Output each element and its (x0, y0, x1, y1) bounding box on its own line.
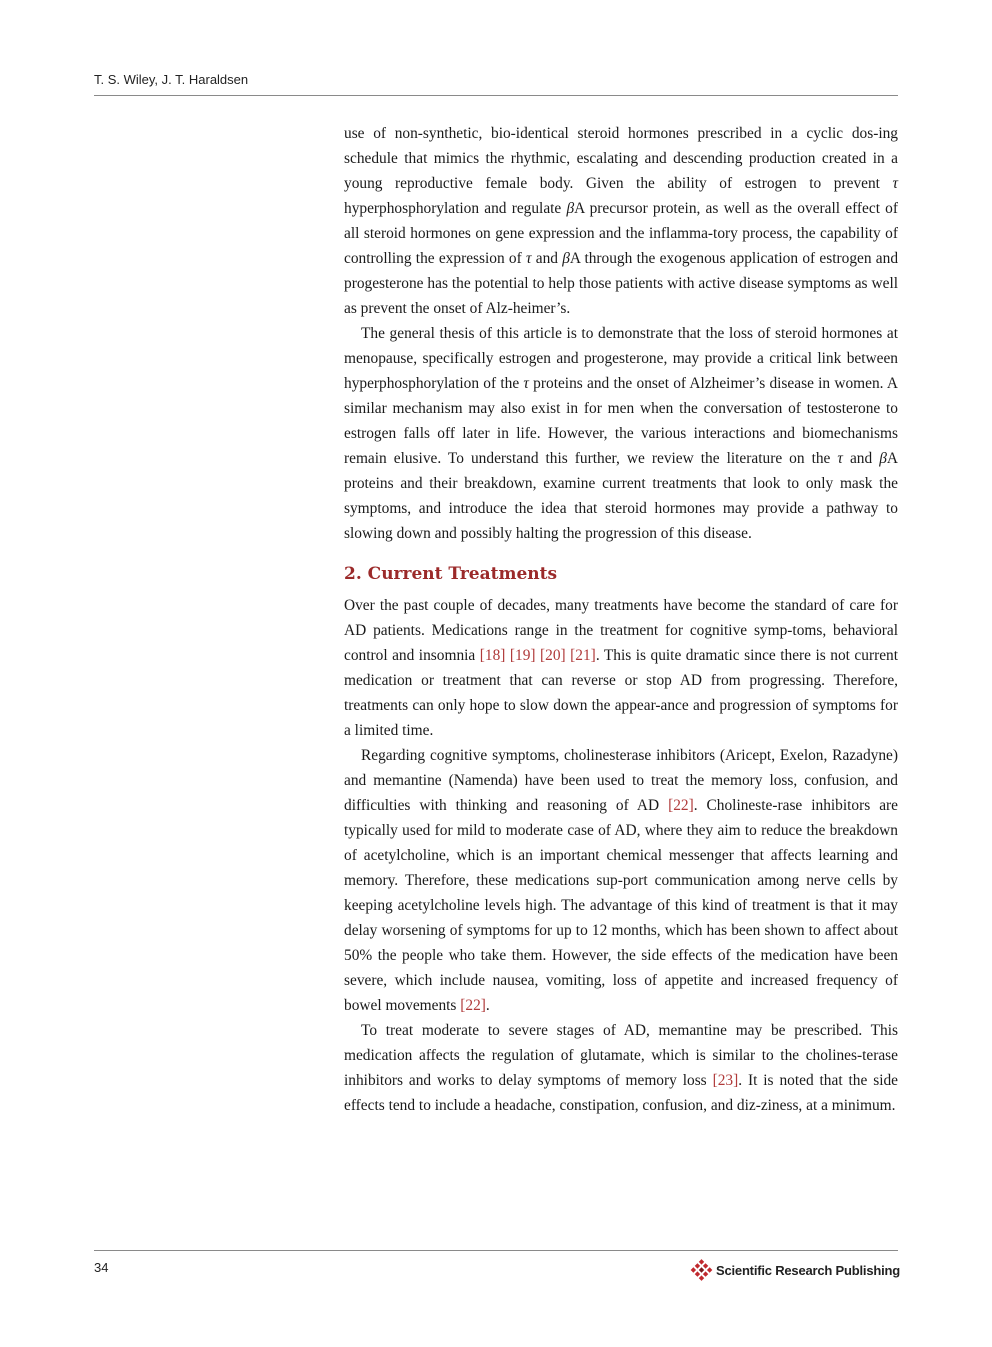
paragraph: The general thesis of this article is to demonstrate that the loss of steroid hormones at menopause, specifically estrogen and progesterone, may provide a critical link between hyperphosphorylation of the τ proteins and the onset of Alzheimer’s disease in women. A similar mechanism may also exist in for men when the conversation of testosterone to estrogen falls off later in life. However, the various interactions and biomechanisms remain elusive. To understand this further, we review the literature on the τ and βA proteins and their breakdown, examine current treatments that look to only mask the symptoms, and introduce the idea that steroid hormones may provide a pathway to slowing down and possibly halting the progression of this disease. (344, 325, 898, 542)
citation-link[interactable]: [23] (712, 1072, 739, 1089)
paragraph: Regarding cognitive symptoms, cholinesterase inhibitors (Aricept, Exelon, Razadyne) and memantine (Namenda) have been used to treat the memory loss, confusion, and difficulties with thinking and reasoning of AD [22]. Cholineste-rase inhibitors are typically used for mild to moderate case of AD, where they aim to reduce the breakdown of acetylcholine, which is an important chemical messenger that affects learning and memory. Therefore, these medications sup-port communication among nerve cells by keeping acetylcholine levels high. The advantage of this kind of treatment is that it may delay worsening of symptoms for up to 12 months, which has been shown to affect about 50% the people who take them. However, the side effects of the medication have been severe, which include nausea, vomiting, loss of appetite and increased frequency of bowel movements [22]. (344, 747, 898, 1014)
section-heading: 2. Current Treatments (344, 564, 558, 584)
paragraph: Over the past couple of decades, many treatments have become the standard of care for AD patients. Medications range in the treatment for cognitive symp-toms, behavioral control and insomnia [18] [19] [20] [21]. This is quite dramatic since there is not current medication or treatment that can reverse or stop AD from progressing. Therefore, treatments can only hope to slow down the appear-ance and progression of symptoms for a limited time. (344, 597, 898, 739)
paragraph: To treat moderate to severe stages of AD, memantine may be prescribed. This medication affects the regulation of glutamate, which is similar to the cholines-terase inhibitors and works to delay symptoms of memory loss [23]. It is noted that the side effects tend to include a headache, constipation, confusion, and diz-ziness, at a minimum. (344, 1022, 899, 1114)
citation-link[interactable]: [22] (460, 997, 486, 1014)
header-divider (94, 95, 898, 96)
publisher-name: Scientific Research Publishing (716, 1262, 900, 1278)
paragraph: use of non-synthetic, bio-identical steroid hormones prescribed in a cyclic dos-ing schedule that mimics the rhythmic, escalating and descending production created in a young reproductive female body. Given the ability of estrogen to prevent τ hyperphosphorylation and regulate βA precursor protein, as well as the overall effect of all steroid hormones on gene expression and the inflamma-tory process, the capability of controlling the expression of τ and βA through the exogenous application of estrogen and progesterone has the potential to help those patients with active disease symptoms as well as prevent the onset of Alz-heimer’s. (344, 125, 899, 317)
article-body (344, 121, 898, 1118)
running-header-authors: T. S. Wiley, J. T. Haraldsen (94, 72, 249, 87)
scirp-logo-icon (690, 1258, 713, 1282)
citation-link[interactable]: [18] [19] [20] [21] (479, 647, 596, 664)
citation-link[interactable]: [22] (668, 797, 694, 814)
page-number: 34 (94, 1260, 109, 1275)
publisher-branding (690, 1257, 900, 1283)
footer-divider (94, 1250, 898, 1251)
